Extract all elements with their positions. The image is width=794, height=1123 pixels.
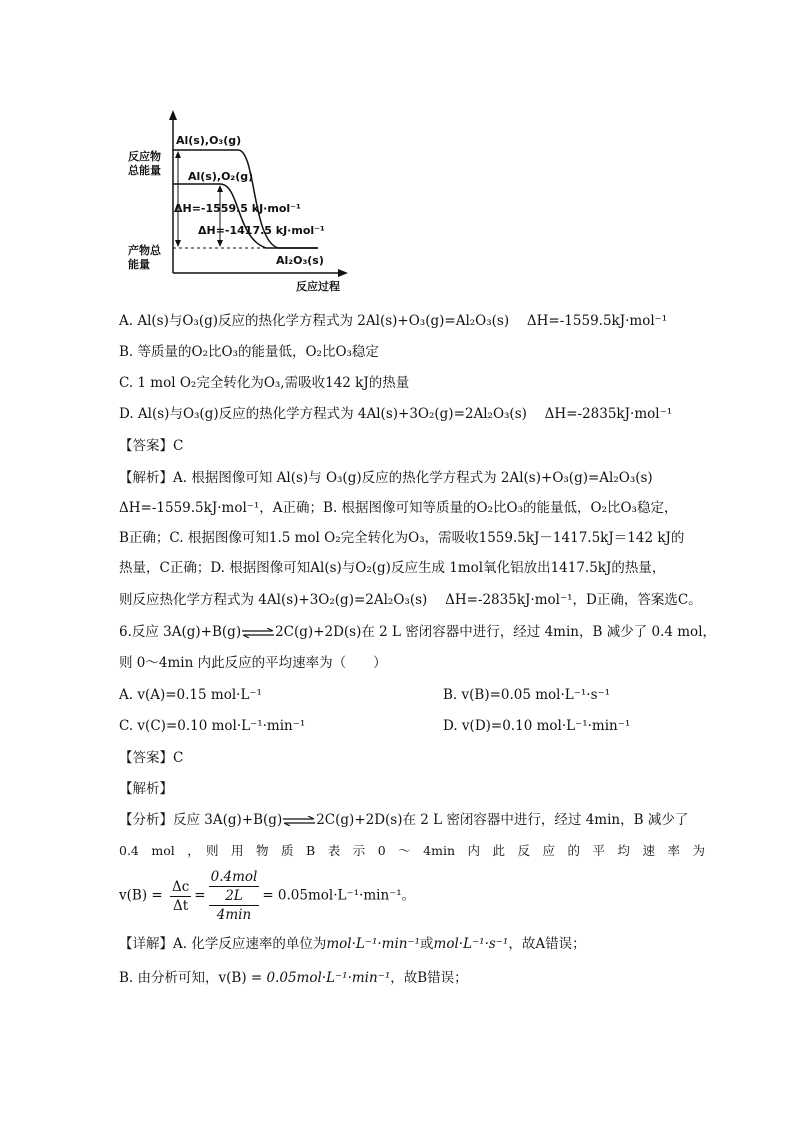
xiangjie-unit2: mol·L⁻¹·s⁻¹ xyxy=(433,936,509,952)
q5-option-c: C. 1 mol O₂完全转化为O₃,需吸收142 kJ的热量 xyxy=(119,375,410,391)
formula-big-den: 4min xyxy=(216,907,252,923)
q5-analysis-line3: B正确；C. 根据图像可知1.5 mol O₂完全转化为O₃，需吸收1559.5kJ－1417.5kJ＝142 kJ的 xyxy=(119,530,685,546)
y-axis-arrow xyxy=(169,110,177,120)
formula-rhs: = 0.05mol·L⁻¹·min⁻¹。 xyxy=(262,887,416,904)
x-axis-arrow xyxy=(338,269,348,277)
reversible-arrow-icon xyxy=(241,628,275,638)
dh2-arrow-tail xyxy=(217,185,223,192)
q5-option-a: A. Al(s)与O₃(g)反应的热化学方程式为 2Al(s)+O₃(g)=Al₂O₃(s) ΔH=-1559.5kJ·mol⁻¹ xyxy=(119,313,668,329)
y-label-bottom: 产物总能量 xyxy=(128,244,161,271)
q6-fenxi-part1: 【分析】反应 3A(g)+B(g) xyxy=(119,812,283,828)
q6-fenxi-line2: 0.4 mol ， 则 用 物 质 B 表 示 0 ～ 4min 内 此 反 应 的 平 均 速 率 为 xyxy=(119,843,706,858)
formula-lhs: v(B) = xyxy=(119,887,163,904)
q6-xiangjie-a xyxy=(119,934,586,954)
formula-big-num: 0.4mol xyxy=(210,869,258,885)
q6-stem-line2: 则 0～4min 内此反应的平均速率为（ ） xyxy=(119,655,387,671)
xiangjie-b-value: 0.05mol·L⁻¹·min⁻¹ xyxy=(266,970,391,986)
q6-option-d: D. v(D)=0.10 mol·L⁻¹·min⁻¹ xyxy=(443,718,631,734)
q5-answer: 【答案】C xyxy=(119,438,184,454)
dh1-label: ΔH=-1559.5 kJ·mol⁻¹ xyxy=(174,202,301,215)
xiangjie-b-end: ，故B错误； xyxy=(390,970,468,986)
y-label-top: 反应物总能量 xyxy=(128,150,161,177)
reactant1-label: Al(s),O₃(g) xyxy=(176,134,242,147)
curve-o2 xyxy=(173,184,318,248)
q5-option-d: D. Al(s)与O₃(g)反应的热化学方程式为 4Al(s)+3O₂(g)=2Al₂O₃(s) ΔH=-2835kJ·mol⁻¹ xyxy=(119,406,673,422)
xiangjie-or: 或 xyxy=(420,936,434,952)
q6-stem-part2: 2C(g)+2D(s)在 2 L 密闭容器中进行，经过 4min，B 减少了 0.4 mol， xyxy=(275,624,717,640)
dh1-arrow-head xyxy=(175,240,181,247)
dh2-arrow-head xyxy=(217,240,223,247)
energy-diagram xyxy=(128,108,353,298)
xiangjie-end: ，故A错误； xyxy=(508,936,586,952)
rate-formula: v(B) = $\frac{\Delta c}{\Delta t}$ = 0.4mol 2L 4min = 0.05mol·L⁻¹·min⁻¹。 xyxy=(119,869,416,923)
xiangjie-unit1: mol·L⁻¹·min⁻¹ xyxy=(326,936,421,952)
q6-option-b: B. v(B)=0.05 mol·L⁻¹·s⁻¹ xyxy=(443,687,611,703)
product-label: Al₂O₃(s) xyxy=(276,254,324,267)
formula-num: Δc xyxy=(171,878,190,895)
reactant2-label: Al(s),O₂(g) xyxy=(188,170,254,183)
q5-analysis-line4: 热量，C正确；D. 根据图像可知Al(s)与O₂(g)反应生成 1mol氧化铝放出1417.5kJ的热量， xyxy=(119,560,666,576)
q6-fenxi-line1 xyxy=(119,810,688,830)
q5-analysis-line2: ΔH=-1559.5kJ·mol⁻¹，A正确；B. 根据图像可知等质量的O₂比O₃的能量低，O₂比O₃稳定， xyxy=(119,500,678,516)
q6-fenxi-part2: 2C(g)+2D(s)在 2 L 密闭容器中进行，经过 4min，B 减少了 xyxy=(316,812,689,828)
formula-den: Δt xyxy=(173,897,189,914)
dh1-arrow-tail xyxy=(175,151,181,158)
x-axis-label: 反应过程 xyxy=(296,280,340,293)
q6-option-c: C. v(C)=0.10 mol·L⁻¹·min⁻¹ xyxy=(119,718,306,734)
reversible-arrow-icon xyxy=(282,816,316,826)
xiangjie-part1: 【详解】A. 化学反应速率的单位为 xyxy=(119,936,327,952)
q6-jiexi: 【解析】 xyxy=(119,781,173,797)
formula-fraction-delta xyxy=(170,878,191,915)
q6-stem-line1 xyxy=(119,622,716,642)
formula-big-mid: 2L xyxy=(209,887,260,906)
dh2-label: ΔH=-1417.5 kJ·mol⁻¹ xyxy=(198,224,325,237)
q5-analysis-line5: 则反应热化学方程式为 4Al(s)+3O₂(g)=2Al₂O₃(s) ΔH=-2835kJ·mol⁻¹，D正确，答案选C。 xyxy=(119,592,702,608)
q6-option-a: A. v(A)=0.15 mol·L⁻¹ xyxy=(119,687,262,703)
q6-xiangjie-b xyxy=(119,968,468,988)
formula-fraction-values xyxy=(209,868,260,924)
q6-stem-part1: 6.反应 3A(g)+B(g) xyxy=(119,624,242,640)
q5-analysis-line1: 【解析】A. 根据图像可知 Al(s)与 O₃(g)反应的热化学方程式为 2Al(s)+O₃(g)=Al₂O₃(s) xyxy=(119,470,653,486)
q5-option-b: B. 等质量的O₂比O₃的能量低，O₂比O₃稳定 xyxy=(119,344,379,360)
xiangjie-b-part1: B. 由分析可知，v(B) = xyxy=(119,970,267,986)
q6-answer: 【答案】C xyxy=(119,750,184,766)
